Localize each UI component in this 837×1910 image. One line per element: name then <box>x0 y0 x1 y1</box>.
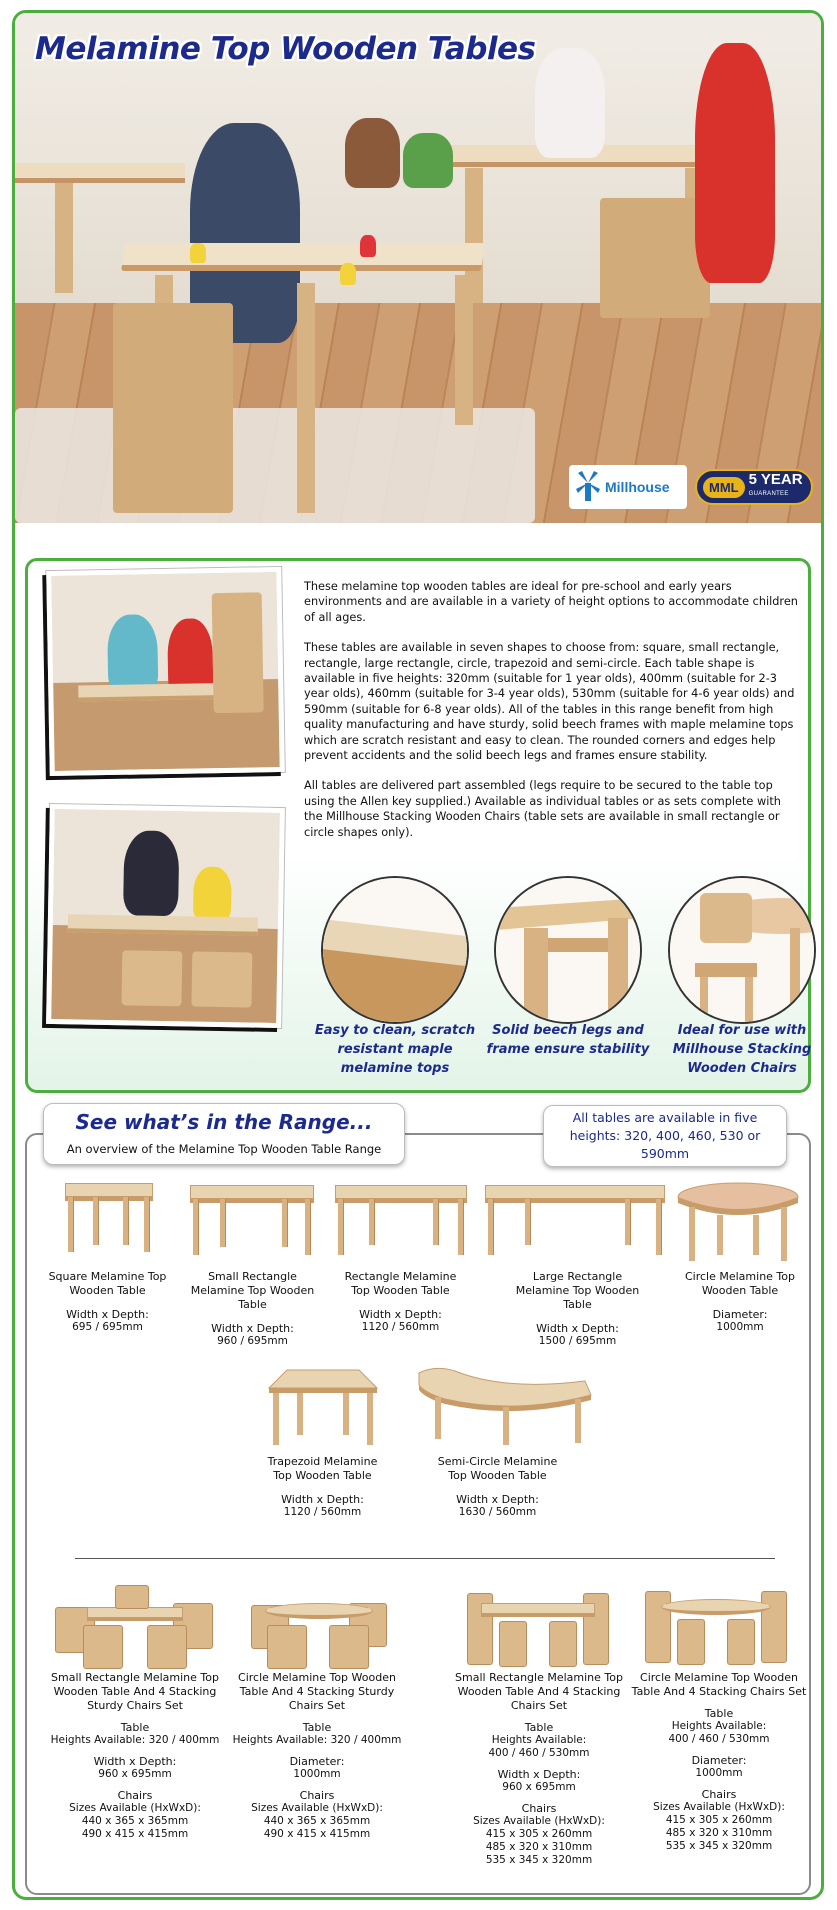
photo-teacher-with-children <box>46 804 285 1028</box>
set-heights: Heights Available: 320 / 400mm <box>232 1734 402 1746</box>
photo-child <box>107 614 158 695</box>
set-sizes-label: Sizes Available (HxWxD): <box>251 1802 383 1814</box>
guarantee-years-text: 5 YEAR <box>748 471 803 488</box>
product-dim-label: Width x Depth: <box>536 1322 619 1335</box>
feature-image-tops <box>321 876 469 1024</box>
hero-toy-pot <box>360 235 376 257</box>
set-chairs-label: Chairs <box>521 1802 557 1815</box>
set-small-rectangle-stacking <box>449 1671 629 1867</box>
set-name: Circle Melamine Top Wooden Table And 4 Stacking Chairs Set <box>631 1671 807 1698</box>
hero-toy-pot <box>190 243 206 263</box>
set-small-rectangle-sturdy <box>45 1671 225 1841</box>
windmill-icon <box>575 471 601 503</box>
set-chairs-label: Chairs <box>299 1789 335 1802</box>
set-size: 485 x 320 x 310mm <box>485 1841 593 1853</box>
set-heights-label: Heights Available: <box>671 1720 767 1732</box>
set-size: 535 x 345 x 320mm <box>485 1854 593 1866</box>
product-dim-value: 1500 / 695mm <box>538 1335 617 1347</box>
set-dim-label: Width x Depth: <box>497 1768 581 1781</box>
product-name: Large Rectangle Melamine Top Wooden Table <box>515 1270 640 1311</box>
set-dim-label: Width x Depth: <box>93 1755 177 1768</box>
set-sizes-label: Sizes Available (HxWxD): <box>69 1802 201 1814</box>
photo-chair <box>191 951 252 1007</box>
melamine-top-closeup <box>323 878 469 1024</box>
hero-child-boy <box>695 43 775 283</box>
hero-banner <box>15 13 821 523</box>
description-paragraph: All tables are delivered part assembled (legs require to be secured to the table top using the Allen key supplied.) Available as individual tables or as sets complete with the Millhouse Stacking Wooden Chairs (table sets are available in small rectangle or circle shapes only). <box>304 779 781 839</box>
hero-rug <box>15 408 535 523</box>
hero-chair <box>113 303 233 513</box>
product-dim-value: 695 / 695mm <box>72 1321 143 1333</box>
set-size: 440 x 365 x 365mm <box>81 1815 189 1827</box>
hero-table-leg <box>455 275 473 425</box>
product-name: Square Melamine Top Wooden Table <box>48 1270 167 1297</box>
table-image-semi-circle <box>415 1363 595 1447</box>
set-name: Circle Melamine Top Wooden Table And 4 Stacking Sturdy Chairs Set <box>238 1671 396 1712</box>
hero-chair <box>600 198 710 318</box>
description-text <box>304 579 799 855</box>
product-dim-value: 960 / 695mm <box>217 1335 288 1347</box>
set-size: 490 x 415 x 415mm <box>263 1828 371 1840</box>
set-table-label: Table <box>302 1721 332 1734</box>
set-size: 440 x 365 x 365mm <box>263 1815 371 1827</box>
set-circle-sturdy <box>227 1671 407 1841</box>
product-name: Trapezoid Melamine Top Wooden Table <box>267 1455 378 1482</box>
set-heights-label: Heights Available: <box>491 1734 587 1746</box>
set-name: Small Rectangle Melamine Top Wooden Table And 4 Stacking Chairs Set <box>455 1671 623 1712</box>
set-size: 485 x 320 x 310mm <box>665 1827 773 1839</box>
photo-teacher <box>123 830 179 916</box>
product-name: Rectangle Melamine Top Wooden Table <box>344 1270 457 1297</box>
hero-table-leg <box>297 283 315 513</box>
guarantee-years <box>749 473 803 501</box>
product-rectangle <box>338 1270 463 1334</box>
info-panel <box>25 558 811 1093</box>
hero-frog-toy <box>403 133 453 188</box>
set-heights: Heights Available: 320 / 400mm <box>50 1734 220 1746</box>
hero-teddy <box>345 118 400 188</box>
set-table-label: Table <box>120 1721 150 1734</box>
feature-caption: Ideal for use with Millhouse Stacking Wooden Chairs <box>672 1023 812 1076</box>
set-dim-value: 1000mm <box>695 1767 743 1779</box>
product-dim-label: Width x Depth: <box>66 1308 149 1321</box>
set-dim-label: Diameter: <box>289 1755 345 1768</box>
product-dim-value: 1120 / 560mm <box>283 1506 362 1518</box>
product-square <box>45 1270 170 1334</box>
product-large-rectangle <box>515 1270 640 1348</box>
set-dim-label: Diameter: <box>691 1754 747 1767</box>
millhouse-logo-text: Millhouse <box>605 479 670 495</box>
photo-child <box>193 866 232 922</box>
set-heights: 400 / 460 / 530mm <box>668 1733 770 1745</box>
set-size: 490 x 415 x 415mm <box>81 1828 189 1840</box>
hero-table-leg <box>55 183 73 293</box>
page-frame <box>12 10 824 1900</box>
guarantee-label: GUARANTEE <box>748 491 789 497</box>
heights-note-box <box>543 1105 787 1167</box>
set-image-small-rectangle-sturdy <box>55 1585 215 1670</box>
photo-table <box>68 914 258 935</box>
set-image-circle-stacking <box>643 1583 791 1667</box>
set-sizes-label: Sizes Available (HxWxD): <box>473 1815 605 1827</box>
range-subtitle: An overview of the Melamine Top Wooden Table Range <box>66 1142 382 1156</box>
section-divider <box>75 1558 775 1559</box>
mml-mark: MML <box>703 477 745 498</box>
product-trapezoid <box>260 1455 385 1519</box>
product-name: Semi-Circle Melamine Top Wooden Table <box>437 1455 558 1482</box>
table-image-rectangle <box>335 1185 467 1255</box>
range-title: See what’s in the Range... <box>75 1110 373 1134</box>
set-table-label: Table <box>704 1707 734 1720</box>
set-size: 415 x 305 x 260mm <box>665 1814 773 1826</box>
description-paragraph: These tables are available in seven shapes to choose from: square, small rectangle, rectangle, large rectangle, circle, trapezoid and semi-circle. Each table shape is available in five heights: 320mm (suitable for 1 year olds), 400mm (suitable for 2-3 year olds), 460mm (suitable for 3-4 year olds), 530mm (suitable for 4-6 year olds) and 590mm (suitable for 6-8 year olds). All of the tables in this range benefit from high quality manufacturing and have sturdy, solid beech frames with maple melamine tops which are scratch resistant and easy to clean. The rounded corners and edges help prevent accidents and the solid beech legs and frames ensure stability. <box>304 641 795 763</box>
photo-children-at-table <box>46 567 285 776</box>
set-size: 415 x 305 x 260mm <box>485 1828 593 1840</box>
product-dim-label: Width x Depth: <box>359 1308 442 1321</box>
table-image-small-rectangle <box>190 1185 314 1255</box>
table-image-circle <box>677 1181 799 1263</box>
heights-note: All tables are available in five heights: 320, 400, 460, 530 or 590mm <box>569 1110 761 1161</box>
product-dim-label: Width x Depth: <box>456 1493 539 1506</box>
page-title: Melamine Top Wooden Tables <box>35 31 536 67</box>
range-heading-box <box>43 1103 405 1165</box>
beech-leg-closeup <box>496 878 642 1024</box>
hero-table-front <box>121 243 485 271</box>
product-dim-label: Diameter: <box>712 1308 768 1321</box>
set-dim-value: 960 x 695mm <box>98 1768 172 1780</box>
product-dim-value: 1630 / 560mm <box>458 1506 537 1518</box>
product-circle <box>680 1270 800 1334</box>
set-chairs-label: Chairs <box>117 1789 153 1802</box>
set-dim-value: 1000mm <box>293 1768 341 1780</box>
hero-child-girl <box>535 48 605 158</box>
hero-toy-pot <box>340 263 356 285</box>
set-image-small-rectangle-stacking <box>463 1585 613 1667</box>
set-heights: 400 / 460 / 530mm <box>488 1747 590 1759</box>
product-name: Circle Melamine Top Wooden Table <box>684 1270 795 1297</box>
product-dim-label: Width x Depth: <box>211 1322 294 1335</box>
set-circle-stacking <box>629 1671 809 1853</box>
set-sizes-label: Sizes Available (HxWxD): <box>653 1801 785 1813</box>
photo-chair <box>121 950 182 1006</box>
set-dim-value: 960 x 695mm <box>502 1781 576 1793</box>
set-size: 535 x 345 x 320mm <box>665 1840 773 1852</box>
product-name: Small Rectangle Melamine Top Wooden Table <box>190 1270 315 1311</box>
feature-image-chairs <box>668 876 816 1024</box>
feature-image-legs <box>494 876 642 1024</box>
set-chairs-label: Chairs <box>701 1788 737 1801</box>
photo-kitchen-toy <box>212 592 264 713</box>
feature-caption: Easy to clean, scratch resistant maple melamine tops <box>314 1023 476 1076</box>
feature-caption: Solid beech legs and frame ensure stability <box>486 1023 650 1057</box>
guarantee-badge <box>695 469 813 505</box>
product-semi-circle <box>435 1455 560 1519</box>
table-image-square <box>65 1183 153 1253</box>
product-dim-value: 1120 / 560mm <box>361 1321 440 1333</box>
stacking-chair-closeup <box>670 878 816 1024</box>
product-dim-label: Width x Depth: <box>281 1493 364 1506</box>
product-small-rectangle <box>190 1270 315 1348</box>
set-table-label: Table <box>524 1721 554 1734</box>
millhouse-logo <box>569 465 687 509</box>
table-image-large-rectangle <box>485 1185 665 1255</box>
set-name: Small Rectangle Melamine Top Wooden Table And 4 Stacking Sturdy Chairs Set <box>51 1671 219 1712</box>
hero-table-left <box>15 163 185 183</box>
description-paragraph: These melamine top wooden tables are ideal for pre-school and early years environments and are available in a variety of height options to accommodate children of all ages. <box>304 580 798 624</box>
table-image-trapezoid <box>267 1368 379 1448</box>
product-dim-value: 1000mm <box>716 1321 764 1333</box>
set-image-circle-sturdy <box>237 1583 402 1671</box>
